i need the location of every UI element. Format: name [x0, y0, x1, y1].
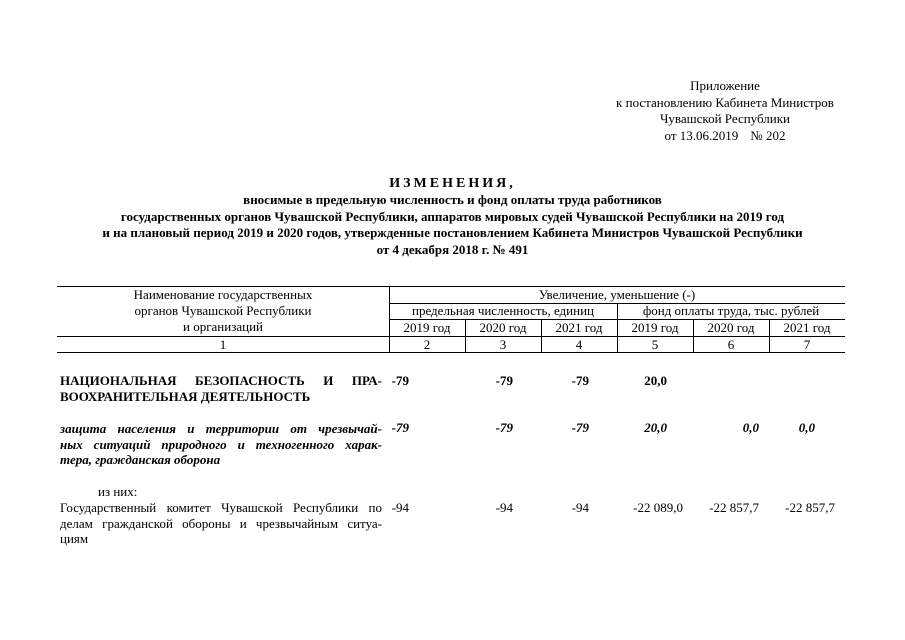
colnum-5: 5: [651, 337, 659, 352]
title-line-4: от 4 декабря 2018 г. № 491: [376, 241, 529, 257]
row-2-value-4: -79: [571, 420, 589, 435]
row-2-name-line-2: ных ситуаций природного и техногенного харак-: [60, 436, 382, 452]
row-3-value-3: -94: [495, 500, 513, 515]
row-1-name-line-2: ВООХРАНИТЕЛЬНАЯ ДЕЯТЕЛЬНОСТЬ: [60, 388, 311, 404]
row-3-value-2: -94: [391, 500, 409, 515]
row-3-name: [60, 500, 382, 547]
title-line-2: государственных органов Чувашской Республики, аппаратов мировых судей Чувашской Республики на 2019 год: [120, 208, 785, 224]
header-year-5: 2019 год: [631, 320, 679, 335]
row-1-value-3: -79: [495, 373, 513, 388]
header-year-6: 2020 год: [707, 320, 755, 335]
colnum-1: 1: [219, 337, 227, 352]
row-1-value-5: 20,0: [644, 373, 667, 388]
row-2-name-line-3: тера, гражданская оборона: [60, 452, 221, 467]
colnum-2: 2: [423, 337, 431, 352]
appendix-date: от 13.06.2019: [664, 127, 739, 143]
appendix-date-line: [560, 128, 890, 145]
header-year-3: 2020 год: [479, 320, 527, 335]
row-2-value-2: -79: [391, 420, 409, 435]
row-3-name-line-1: Государственный комитет Чувашской Республики по: [60, 500, 382, 515]
row-3-name-line-2: делам гражданской обороны и чрезвычайным ситуа-: [60, 515, 382, 531]
appendix-line-1: Приложение: [690, 78, 760, 93]
row-3-value-6: -22 857,7: [709, 500, 759, 515]
row-3-name-line-3: циям: [60, 531, 89, 546]
header-year-4: 2021 год: [555, 320, 603, 335]
header-name-line-2: органов Чувашской Республики: [134, 303, 312, 318]
row-2-name-line-1: защита населения и территории от чрезвычай-: [60, 421, 382, 436]
row-2-value-6: 0,0: [742, 420, 759, 435]
title-heading: ИЗМЕНЕНИЯ,: [389, 176, 516, 191]
header-name-line-3: и организаций: [183, 319, 263, 334]
header-group-fund: фонд оплаты труда, тыс. рублей: [642, 303, 820, 318]
appendix-reference: [560, 78, 890, 144]
row-3-value-7: -22 857,7: [785, 500, 835, 515]
row-3-label: из них:: [98, 484, 138, 499]
row-1-value-2: -79: [391, 373, 409, 388]
row-2-value-3: -79: [495, 420, 513, 435]
header-year-7: 2021 год: [783, 320, 831, 335]
row-1-name-line-1: НАЦИОНАЛЬНАЯ БЕЗОПАСНОСТЬ И ПРА-: [60, 373, 382, 388]
row-2-value-5: 20,0: [644, 420, 667, 435]
colnum-6: 6: [727, 337, 735, 352]
header-group-headcount: предельная численность, единиц: [412, 303, 594, 318]
header-name-line-1: Наименование государственных: [133, 287, 313, 302]
appendix-line-2: к постановлению Кабинета Министров: [616, 94, 834, 110]
title-line-1: вносимые в предельную численность и фонд оплаты труда работников: [243, 192, 662, 207]
row-1-value-4: -79: [571, 373, 589, 388]
colnum-3: 3: [499, 337, 507, 352]
appendix-number: № 202: [750, 127, 786, 143]
appendix-line-3: Чувашской Республики: [659, 111, 791, 126]
row-2-name: [60, 421, 382, 468]
row-1-name: [60, 373, 382, 404]
colnum-4: 4: [575, 337, 583, 352]
document-title: [40, 175, 865, 258]
header-group-main: Увеличение, уменьшение (-): [538, 287, 696, 302]
row-3-value-5: -22 089,0: [633, 500, 683, 515]
row-2-value-7: 0,0: [798, 420, 815, 435]
colnum-7: 7: [803, 337, 811, 352]
header-year-2: 2019 год: [403, 320, 451, 335]
row-3-value-4: -94: [571, 500, 589, 515]
title-line-3: и на плановый период 2019 и 2020 годов, утвержденные постановлением Кабинета Министров Чувашской Республики: [102, 225, 803, 240]
